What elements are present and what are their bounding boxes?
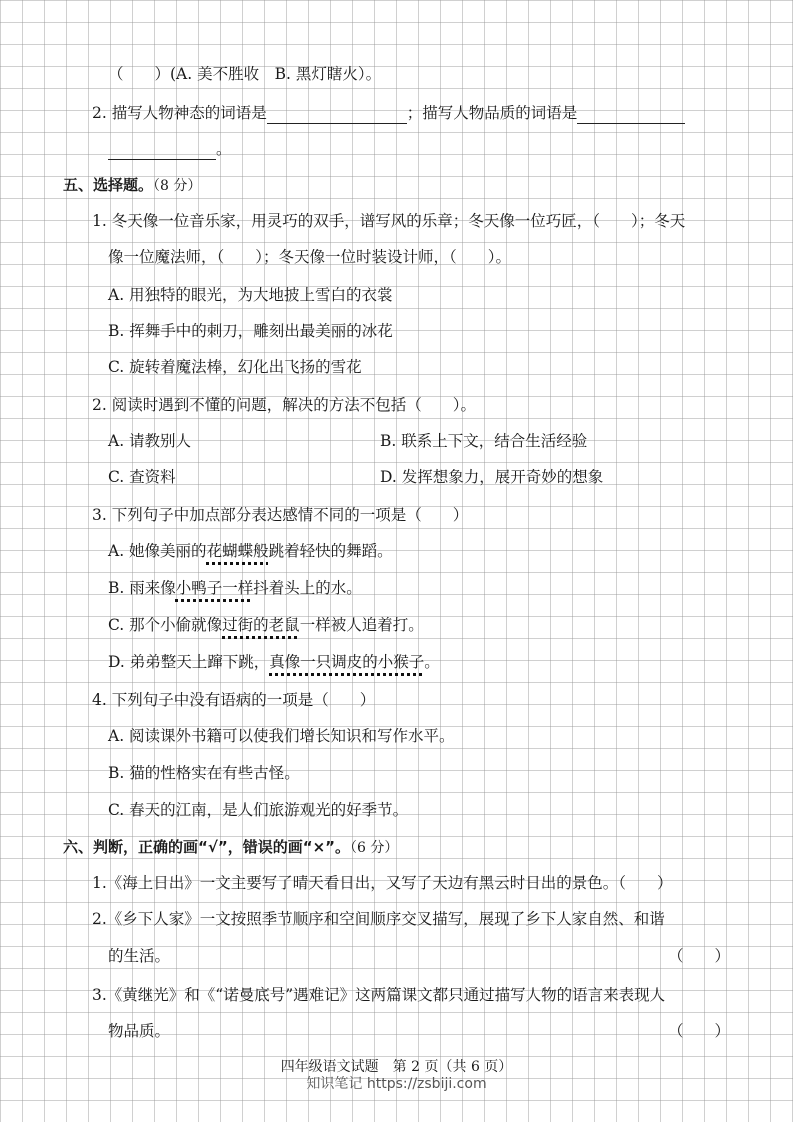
s5-q2-option-d: D. 发挥想象力，展开奇妙的想象 [380,468,604,486]
s5-q2-stem: 2. 阅读时遇到不懂的问题，解决的方法不包括（ ）。 [92,396,476,414]
s5-q4-option-a: A. 阅读课外书籍可以使我们增长知识和写作水平。 [108,727,455,745]
option-text: D. 弟弟整天上蹿下跳， [108,653,270,671]
s5-q3-stem: 3. 下列句子中加点部分表达感情不同的一项是（ ） [92,506,469,524]
s5-q1-line1: 1. 冬天像一位音乐家，用灵巧的双手，谱写风的乐章；冬天像一位巧匠，（ ）；冬天 [92,212,686,230]
s5-q2-option-b: B. 联系上下文，结合生活经验 [380,432,588,450]
option-text: B. 雨来像 [108,579,176,597]
s5-q1-option-a: A. 用独特的眼光，为大地披上雪白的衣裳 [108,286,393,304]
s6-q2-line2: 的生活。 [108,947,171,965]
option-text: C. 那个小偷就像 [108,616,223,634]
section-5-title: 五、选择题。 [63,176,154,194]
s5-q2-option-a: A. 请教别人 [108,432,192,450]
s4-q2-end: 。 [216,140,232,158]
s5-q3-option-b [108,577,362,599]
option-text: 。 [424,653,440,671]
s6-q2-line1: 2.《乡下人家》一文按照季节顺序和空间顺序交叉描写，展现了乡下人家自然、和谐 [92,910,665,928]
option-text: A. 她像美丽的 [108,542,207,560]
s6-q2-answer-paren[interactable]: （ ） [668,947,731,965]
s5-q4-option-b: B. 猫的性格实在有些古怪。 [108,764,300,782]
section-5-points: （8 分） [153,178,202,194]
answer-blank[interactable] [577,107,685,124]
section-5-heading [63,174,201,197]
s5-q4-option-c: C. 春天的江南，是人们旅游观光的好季节。 [108,801,409,819]
dotted-phrase: 花蝴蝶般 [206,542,269,560]
dotted-phrase: 小鸭子一样 [175,579,254,597]
s5-q1-option-c: C. 旋转着魔法棒，幻化出飞扬的雪花 [108,358,362,376]
s6-q3-answer-paren[interactable]: （ ） [668,1022,731,1040]
s4-q2-prompt-b: ；描写人物品质的词语是 [406,104,578,122]
section-6-points: （6 分） [350,840,399,856]
dotted-phrase: 真像一只调皮的小猴子 [269,653,425,671]
answer-blank[interactable] [108,143,216,160]
s4-q2-prompt-a: 2. 描写人物神态的词语是 [92,104,267,122]
s6-q3-line1: 3.《黄继光》和《“诺曼底号”遇难记》这两篇课文都只通过描写人物的语言来表现人 [92,986,666,1004]
s5-q3-option-a [108,540,393,562]
option-text: 一样被人追着打。 [299,616,424,634]
answer-blank[interactable] [267,107,407,124]
s4-q1-continuation: （ ）(A. 美不胜收 B. 黑灯瞎火）。 [108,65,382,83]
s5-q2-option-c: C. 查资料 [108,468,176,486]
s6-q3-line2: 物品质。 [108,1022,171,1040]
section-6-heading [63,836,398,859]
s4-q2-line1 [92,102,685,124]
s5-q3-option-d [108,651,440,673]
watermark: 知识笔记 https://zsbiji.com [306,1076,487,1092]
s5-q4-stem: 4. 下列句子中没有语病的一项是（ ） [92,691,376,709]
option-text: 跳着轻快的舞蹈。 [268,542,393,560]
s5-q1-line2: 像一位魔法师，（ ）；冬天像一位时装设计师，（ ）。 [108,248,512,266]
s4-q2-line2 [108,138,232,160]
option-text: 抖着头上的水。 [253,579,362,597]
dotted-phrase: 过街的老鼠 [222,616,300,634]
s5-q1-option-b: B. 挥舞手中的刺刀，雕刻出最美丽的冰花 [108,322,393,340]
page-footer: 四年级语文试题 第 2 页（共 6 页） [280,1059,513,1075]
section-6-title: 六、判断，正确的画“√”，错误的画“×”。 [63,838,351,856]
s6-q1: 1.《海上日出》一文主要写了晴天看日出，又写了天边有黑云时日出的景色。（ ） [92,874,673,892]
s5-q3-option-c [108,614,424,636]
